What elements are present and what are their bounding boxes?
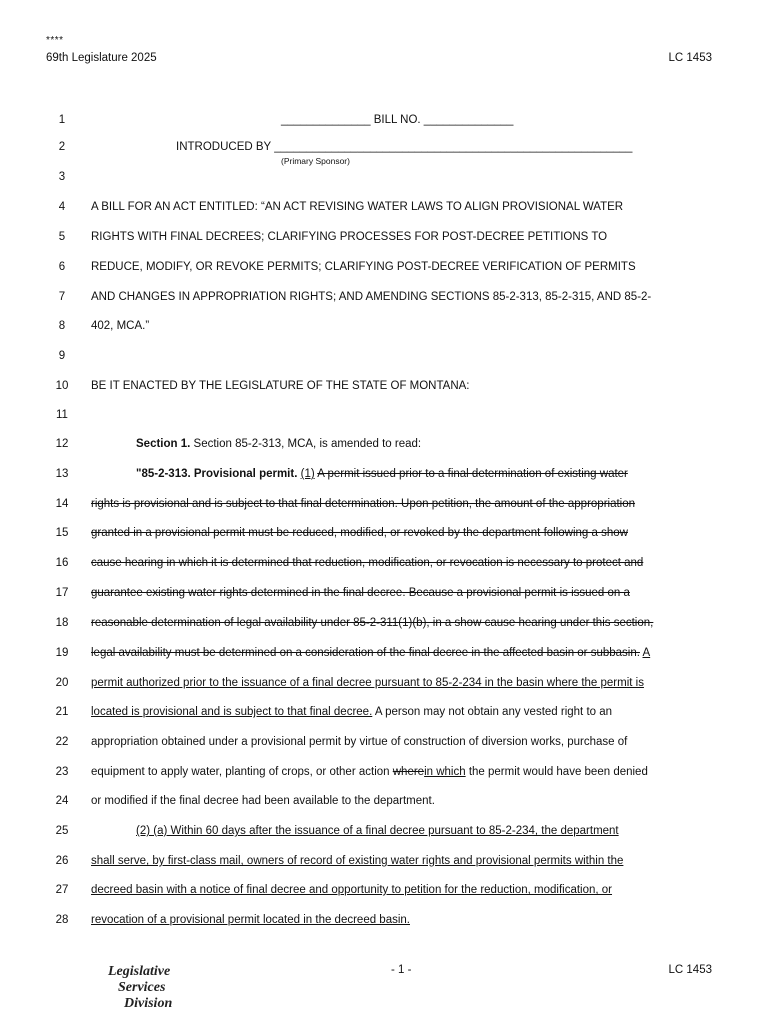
line-number: 2 xyxy=(58,141,66,153)
line-text xyxy=(136,438,421,450)
bill-line xyxy=(0,914,770,930)
line-number: 15 xyxy=(55,527,69,539)
line-number: 17 xyxy=(55,587,69,599)
plain-text: A BILL FOR AN ACT ENTITLED: “AN ACT REVISING WATER LAWS TO ALIGN PROVISIONAL WATER xyxy=(91,201,624,213)
bill-line xyxy=(0,468,770,484)
line-text xyxy=(136,825,619,837)
header-lc-number: LC 1453 xyxy=(668,52,712,64)
plain-text: RIGHTS WITH FINAL DECREES; CLARIFYING PROCESSES FOR POST-DECREE PETITIONS TO xyxy=(91,231,608,243)
bill-line xyxy=(0,291,770,307)
line-number: 16 xyxy=(55,557,69,569)
bill-line xyxy=(0,380,770,396)
line-text xyxy=(91,261,636,273)
bill-line xyxy=(0,795,770,811)
bill-line xyxy=(0,320,770,336)
plain-text: Section 85-2-313, MCA, is amended to read: xyxy=(190,438,422,450)
line-text xyxy=(91,380,470,392)
plain-text: A person may not obtain any vested right to an xyxy=(372,706,613,718)
plain-text: AND CHANGES IN APPROPRIATION RIGHTS; AND AMENDING SECTIONS 85-2-313, 85-2-315, AND 85-2- xyxy=(91,291,652,303)
deleted-text: where xyxy=(392,766,425,778)
line-number: 14 xyxy=(55,498,69,510)
line-text xyxy=(91,617,653,629)
line-text xyxy=(91,587,630,599)
bill-line xyxy=(0,527,770,543)
line-number: 1 xyxy=(58,114,66,126)
logo-line-2: Services xyxy=(118,980,166,995)
line-text xyxy=(91,498,635,510)
deleted-text: A permit issued prior to a final determination of existing water xyxy=(317,468,628,480)
bill-line xyxy=(0,438,770,454)
deleted-text: reasonable determination of legal availability under 85-2-311(1)(b), in a show cause hearing under this section, xyxy=(91,617,654,629)
bill-line xyxy=(0,141,770,157)
bill-number-line: ______________ BILL NO. ______________ xyxy=(281,114,514,126)
line-text xyxy=(91,557,643,569)
plain-text: equipment to apply water, planting of crops, or other action xyxy=(91,766,393,778)
section-heading: "85-2-313. Provisional permit. xyxy=(136,468,298,480)
logo-line-1: Legislative xyxy=(108,964,171,979)
line-text xyxy=(91,914,410,926)
line-text xyxy=(91,766,648,778)
line-number: 12 xyxy=(55,438,69,450)
inserted-text: A xyxy=(642,647,651,659)
inserted-text: shall serve, by first-class mail, owners of record of existing water rights and provisional permits within the xyxy=(91,855,624,867)
plain-text: the permit would have been denied xyxy=(465,766,648,778)
line-text xyxy=(91,855,623,867)
bill-line xyxy=(0,855,770,871)
plain-text: or modified if the final decree had been available to the department. xyxy=(91,795,435,807)
bill-line xyxy=(0,587,770,603)
page-number: - 1 - xyxy=(391,964,412,976)
inserted-text: decreed basin with a notice of final decree and opportunity to petition for the reduction, modification, or xyxy=(91,884,613,896)
bill-line xyxy=(0,884,770,900)
line-text xyxy=(91,320,149,332)
line-text xyxy=(91,736,627,748)
line-number: 10 xyxy=(55,380,69,392)
bill-line xyxy=(0,171,770,187)
bill-line xyxy=(0,557,770,573)
bill-line xyxy=(0,766,770,782)
bill-line xyxy=(0,498,770,514)
logo-line-3: Division xyxy=(124,996,173,1011)
legislative-services-logo xyxy=(100,964,200,1020)
bill-line xyxy=(0,350,770,366)
line-number: 8 xyxy=(58,320,66,332)
deleted-text: granted in a provisional permit must be reduced, modified, or revoked by the department following a show xyxy=(91,527,628,539)
line-text xyxy=(136,468,628,480)
line-number: 9 xyxy=(58,350,66,362)
inserted-text: permit authorized prior to the issuance of a final decree pursuant to 85-2-234 in the basin where the permit is xyxy=(91,677,644,689)
footer-lc-number: LC 1453 xyxy=(668,964,712,976)
inserted-text: located is provisional and is subject to that final decree. xyxy=(91,706,373,718)
line-number: 20 xyxy=(55,677,69,689)
line-text xyxy=(91,647,650,659)
line-number: 27 xyxy=(55,884,69,896)
line-text xyxy=(91,884,612,896)
header-legislature: 69th Legislature 2025 xyxy=(46,52,157,64)
inserted-text: in which xyxy=(424,766,466,778)
line-number: 24 xyxy=(55,795,69,807)
line-text xyxy=(91,231,607,243)
line-number: 6 xyxy=(58,261,66,273)
line-number: 22 xyxy=(55,736,69,748)
line-number: 13 xyxy=(55,468,69,480)
bill-line xyxy=(0,677,770,693)
inserted-text: revocation of a provisional permit located in the decreed basin. xyxy=(91,914,410,926)
bill-line xyxy=(0,647,770,663)
plain-text: appropriation obtained under a provisional permit by virtue of construction of diversion works, purchase of xyxy=(91,736,628,748)
plain-text: BE IT ENACTED BY THE LEGISLATURE OF THE STATE OF MONTANA: xyxy=(91,380,470,392)
header-stars: **** xyxy=(46,35,64,46)
line-number: 26 xyxy=(55,855,69,867)
bill-line xyxy=(0,706,770,722)
line-number: 7 xyxy=(58,291,66,303)
bill-line xyxy=(0,617,770,633)
line-text xyxy=(91,706,612,718)
line-text xyxy=(91,291,651,303)
plain-text: REDUCE, MODIFY, OR REVOKE PERMITS; CLARIFYING POST-DECREE VERIFICATION OF PERMITS xyxy=(91,261,636,273)
line-text xyxy=(91,527,628,539)
introduced-by-line: INTRODUCED BY ________________________________________________________ xyxy=(176,141,633,153)
line-number: 11 xyxy=(56,409,68,421)
deleted-text: cause hearing in which it is determined that reduction, modification, or revocation is necessary to protect and xyxy=(91,557,644,569)
inserted-text: (1) xyxy=(300,468,315,480)
bill-line xyxy=(0,201,770,217)
bill-line xyxy=(0,736,770,752)
line-number: 25 xyxy=(55,825,69,837)
deleted-text: rights is provisional and is subject to that final determination. Upon petition, the amount of the appropriation xyxy=(91,498,636,510)
sponsor-note: (Primary Sponsor) xyxy=(281,156,350,166)
bill-line xyxy=(0,409,770,425)
bill-line xyxy=(0,261,770,277)
line-number: 19 xyxy=(55,647,69,659)
line-number: 3 xyxy=(58,171,66,183)
section-heading: Section 1. xyxy=(136,438,191,450)
deleted-text: legal availability must be determined on a consideration of the final decree in the affected basin or subbasin. xyxy=(91,647,640,659)
line-number: 23 xyxy=(55,766,69,778)
line-number: 21 xyxy=(55,706,69,718)
line-text xyxy=(91,677,644,689)
line-number: 18 xyxy=(55,617,69,629)
line-text xyxy=(91,201,623,213)
plain-text: 402, MCA.” xyxy=(91,320,150,332)
deleted-text: guarantee existing water rights determined in the final decree. Because a provisional permit is issued on a xyxy=(91,587,630,599)
bill-line xyxy=(0,114,770,130)
bill-line xyxy=(0,231,770,247)
line-text xyxy=(91,795,435,807)
bill-line xyxy=(0,825,770,841)
line-number: 28 xyxy=(55,914,69,926)
line-number: 4 xyxy=(58,201,66,213)
inserted-text: (2) (a) Within 60 days after the issuance of a final decree pursuant to 85-2-234, the department xyxy=(136,825,619,837)
line-number: 5 xyxy=(58,231,66,243)
